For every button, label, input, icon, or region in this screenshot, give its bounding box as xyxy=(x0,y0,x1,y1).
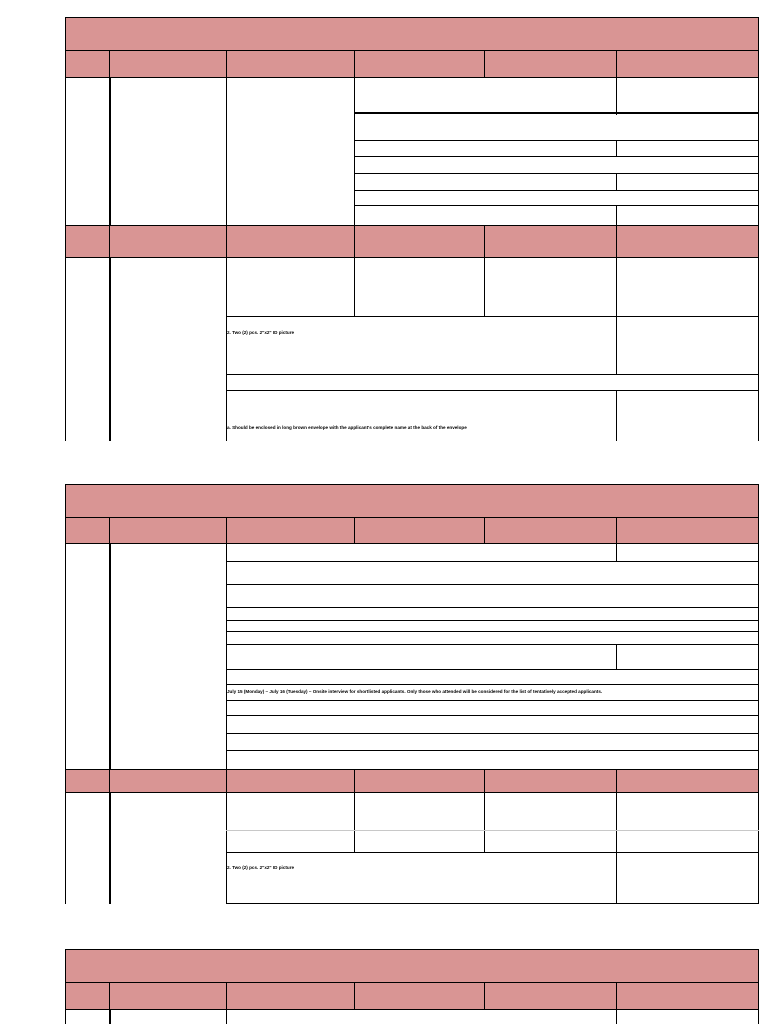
column-divider xyxy=(226,78,227,226)
column-divider xyxy=(484,258,485,317)
section1-header-divider xyxy=(484,50,485,78)
column-divider xyxy=(226,1010,227,1024)
column-divider xyxy=(616,1010,617,1024)
subheader-divider xyxy=(616,769,617,793)
row-rule xyxy=(226,750,759,751)
column-divider xyxy=(109,78,111,226)
row-rule xyxy=(226,607,759,608)
column-divider xyxy=(616,173,617,191)
subheader-divider xyxy=(354,225,355,258)
subheader-divider xyxy=(484,225,485,258)
row-rule xyxy=(354,173,759,174)
row-rule xyxy=(226,669,759,670)
table-left-border xyxy=(65,544,66,770)
column-divider xyxy=(616,644,617,669)
column-divider xyxy=(226,544,227,770)
column-divider xyxy=(226,258,227,441)
subheader-divider xyxy=(616,225,617,258)
table-left-border xyxy=(65,1010,66,1024)
subheader-divider xyxy=(484,769,485,793)
table-right-border xyxy=(758,258,759,441)
column-divider xyxy=(616,205,617,226)
section3-header-divider xyxy=(109,982,110,1010)
row-rule xyxy=(354,205,759,206)
section2-header-divider xyxy=(484,517,485,544)
section2-header-divider xyxy=(616,517,617,544)
section3-header-divider xyxy=(354,982,355,1010)
table-right-border xyxy=(758,793,759,904)
row-rule xyxy=(354,140,759,141)
subheader-divider xyxy=(109,769,110,793)
column-divider xyxy=(616,78,617,115)
column-divider xyxy=(226,793,227,904)
subheader-divider xyxy=(226,225,227,258)
column-divider xyxy=(109,793,111,904)
row-rule xyxy=(226,620,759,621)
column-divider xyxy=(354,258,355,317)
requirement-item-id-picture: 2. Two (2) pcs. 2"x2" ID picture xyxy=(227,865,295,870)
column-divider xyxy=(109,544,111,770)
requirement-item-id-picture: 2. Two (2) pcs. 2"x2" ID picture xyxy=(227,330,295,335)
section3-column-header-row xyxy=(65,982,759,1010)
row-rule xyxy=(226,390,759,391)
section1-title-bar xyxy=(65,17,759,51)
column-divider xyxy=(354,78,355,226)
row-rule xyxy=(226,684,759,685)
section2-header-divider xyxy=(226,517,227,544)
column-divider xyxy=(616,793,617,904)
section1-header-divider xyxy=(109,50,110,78)
table-left-border xyxy=(65,258,66,441)
row-rule xyxy=(226,644,759,645)
section2-subheader-row xyxy=(65,769,759,793)
row-rule xyxy=(354,156,759,157)
section3-header-divider xyxy=(226,982,227,1010)
section2-column-header-row xyxy=(65,517,759,544)
section2-header-divider xyxy=(354,517,355,544)
table-right-border xyxy=(758,544,759,770)
row-rule xyxy=(354,190,759,191)
row-rule xyxy=(226,733,759,734)
section1-header-divider xyxy=(226,50,227,78)
subheader-divider xyxy=(226,769,227,793)
section3-header-divider xyxy=(616,982,617,1010)
section1-header-divider xyxy=(354,50,355,78)
row-rule xyxy=(226,316,759,317)
column-divider xyxy=(616,140,617,156)
column-divider xyxy=(109,258,111,441)
table-left-border xyxy=(65,78,66,226)
section3-header-divider xyxy=(484,982,485,1010)
row-rule xyxy=(226,903,759,904)
column-divider xyxy=(616,390,617,441)
row-rule xyxy=(226,852,759,853)
section1-header-divider xyxy=(616,50,617,78)
row-rule xyxy=(226,584,759,585)
table-right-border xyxy=(758,1010,759,1024)
row-rule xyxy=(226,700,759,701)
requirement-note-envelope: a. Should be enclosed in long brown envelope with the applicant's complete name at the back of the envelope xyxy=(227,425,467,430)
row-rule xyxy=(354,112,759,114)
table-left-border xyxy=(65,793,66,904)
subheader-divider xyxy=(109,225,110,258)
row-rule xyxy=(226,631,759,632)
column-divider xyxy=(484,793,485,852)
section2-header-divider xyxy=(109,517,110,544)
column-divider xyxy=(354,793,355,852)
column-divider xyxy=(109,1010,111,1024)
row-rule-light xyxy=(226,830,759,831)
subheader-divider xyxy=(354,769,355,793)
schedule-note-onsite-interview: July 15 (Monday) – July 16 (Tuesday) – Onsite interview for shortlisted applicants. Only those who attended will be considered for the list of tentatively accepted applicants. xyxy=(227,689,603,694)
row-rule xyxy=(226,561,759,562)
column-divider xyxy=(616,544,617,562)
row-rule xyxy=(226,374,759,375)
table-right-border xyxy=(758,78,759,226)
row-rule xyxy=(226,715,759,716)
section2-title-bar xyxy=(65,484,759,518)
section1-column-header-row xyxy=(65,50,759,78)
section3-title-bar xyxy=(65,949,759,983)
section1-subheader-row xyxy=(65,225,759,258)
